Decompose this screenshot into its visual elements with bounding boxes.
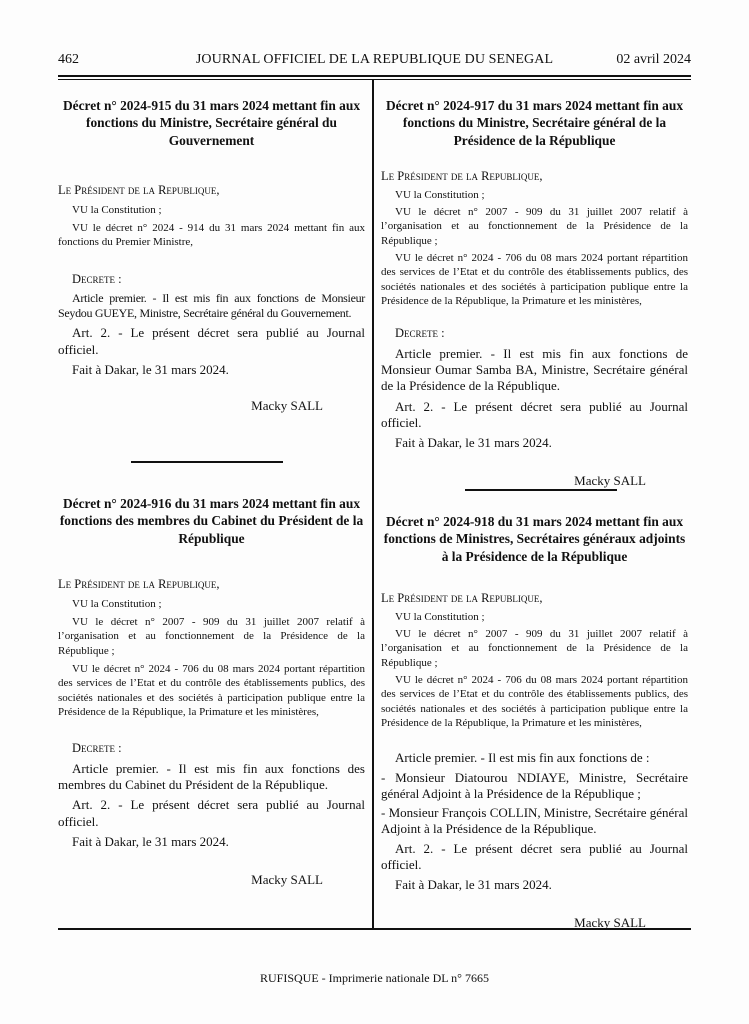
column-divider <box>372 80 374 928</box>
article-premier: Article premier. - Il est mis fin aux fonctions des membres du Cabinet du Président de la République. <box>58 760 365 793</box>
page-header <box>58 52 691 72</box>
decree-title: Décret n° 2024-918 du 31 mars 2024 mettant fin aux fonctions de Ministres, Secrétaires généraux adjoints à la Présidence de la République <box>383 514 686 564</box>
decree-title: Décret n° 2024-917 du 31 mars 2024 mettant fin aux fonctions du Ministre, Secrétaire général de la Présidence de la République <box>385 98 684 148</box>
decree-917 <box>381 97 688 490</box>
decrete-label: Decrete : <box>72 271 122 286</box>
decree-separator <box>465 489 617 491</box>
visa: VU la Constitution ; <box>395 610 485 623</box>
journal-title: JOURNAL OFFICIEL DE LA REPUBLIQUE DU SENEGAL <box>195 52 554 67</box>
list-item: - Monsieur Diatourou NDIAYE, Ministre, Secrétaire général Adjoint à la Présidence de la République ; <box>381 769 688 801</box>
visa: VU la Constitution ; <box>72 203 162 216</box>
article-premier: Article premier. - Il est mis fin aux fonctions de Monsieur Seydou GUEYE, Ministre, Secrétaire général du Gouvernement. <box>58 291 365 321</box>
list-item: - Monsieur François COLLIN, Ministre, Secrétaire général Adjoint à la Présidence de la République. <box>381 805 688 837</box>
decrete-label: Decrete : <box>72 741 122 756</box>
visa: VU le décret n° 2007 - 909 du 31 juillet 2007 relatif à l’organisation et au fonctionnement de la Présidence de la République ; <box>58 616 365 657</box>
visa: VU le décret n° 2007 - 909 du 31 juillet 2007 relatif à l’organisation et au fonctionnement de la Présidence de la République ; <box>381 206 688 247</box>
issue-date: 02 avril 2024 <box>616 52 691 67</box>
president-line: Le Président de la Republique, <box>58 577 220 592</box>
visa: VU la Constitution ; <box>72 597 162 610</box>
decree-918 <box>381 513 688 932</box>
decree-title: Décret n° 2024-915 du 31 mars 2024 mettant fin aux fonctions du Ministre, Secrétaire général du Gouvernement <box>62 98 361 148</box>
visa: VU le décret n° 2024 - 706 du 08 mars 2024 portant répartition des services de l’Etat et du contrôle des établissements publics, des sociétés nationales et des sociétés à participation publique entre la Présidence de la République, la Primature et les ministères, <box>381 674 688 729</box>
president-line: Le Président de la Republique, <box>381 591 543 606</box>
fait-a-dakar: Fait à Dakar, le 31 mars 2024. <box>72 833 229 849</box>
footer-rule <box>58 928 691 930</box>
article-2: Art. 2. - Le présent décret sera publié au Journal officiel. <box>58 797 365 829</box>
article-2: Art. 2. - Le présent décret sera publié au Journal officiel. <box>381 398 688 430</box>
article-premier: Article premier. - Il est mis fin aux fonctions de Monsieur Oumar Samba BA, Ministre, Secrétaire général de la Présidence de la République. <box>381 345 688 394</box>
fait-a-dakar: Fait à Dakar, le 31 mars 2024. <box>395 877 552 893</box>
fait-a-dakar: Fait à Dakar, le 31 mars 2024. <box>72 361 229 377</box>
decree-916 <box>58 495 365 888</box>
decree-separator <box>131 461 283 463</box>
signature: Macky SALL <box>251 398 323 414</box>
decree-915 <box>58 97 365 414</box>
visa: VU la Constitution ; <box>395 188 485 201</box>
printer-footer: RUFISQUE - Imprimerie nationale DL n° 7665 <box>260 971 489 985</box>
president-line: Le Président de la Republique, <box>58 183 220 198</box>
president-line: Le Président de la Republique, <box>381 169 543 184</box>
fait-a-dakar: Fait à Dakar, le 31 mars 2024. <box>395 435 552 451</box>
header-rule-thin <box>58 79 691 80</box>
article-2: Art. 2. - Le présent décret sera publié au Journal officiel. <box>58 325 365 357</box>
decrete-label: Decrete : <box>395 326 445 341</box>
page-number: 462 <box>58 52 79 67</box>
visa: VU le décret n° 2024 - 914 du 31 mars 2024 mettant fin aux fonctions du Premier Ministre, <box>58 222 365 249</box>
article-2: Art. 2. - Le présent décret sera publié au Journal officiel. <box>381 840 688 872</box>
article-premier: Article premier. - Il est mis fin aux fonctions de : <box>395 750 650 766</box>
signature: Macky SALL <box>574 473 646 489</box>
header-rule <box>58 75 691 77</box>
signature: Macky SALL <box>251 872 323 888</box>
decree-title: Décret n° 2024-916 du 31 mars 2024 mettant fin aux fonctions des membres du Cabinet du Président de la République <box>59 496 364 546</box>
visa: VU le décret n° 2024 - 706 du 08 mars 2024 portant répartition des services de l’Etat et du contrôle des établissements publics, des sociétés nationales et des sociétés à participation publique entre la Présidence de la République, la Primature et les ministères, <box>58 663 365 718</box>
visa: VU le décret n° 2024 - 706 du 08 mars 2024 portant répartition des services de l’Etat et du contrôle des établissements publics, des sociétés nationales et des sociétés à participation publique entre la Présidence de la République, la Primature et les ministères, <box>381 252 688 307</box>
signature: Macky SALL <box>574 915 646 931</box>
visa: VU le décret n° 2007 - 909 du 31 juillet 2007 relatif à l’organisation et au fonctionnement de la Présidence de la République ; <box>381 628 688 669</box>
